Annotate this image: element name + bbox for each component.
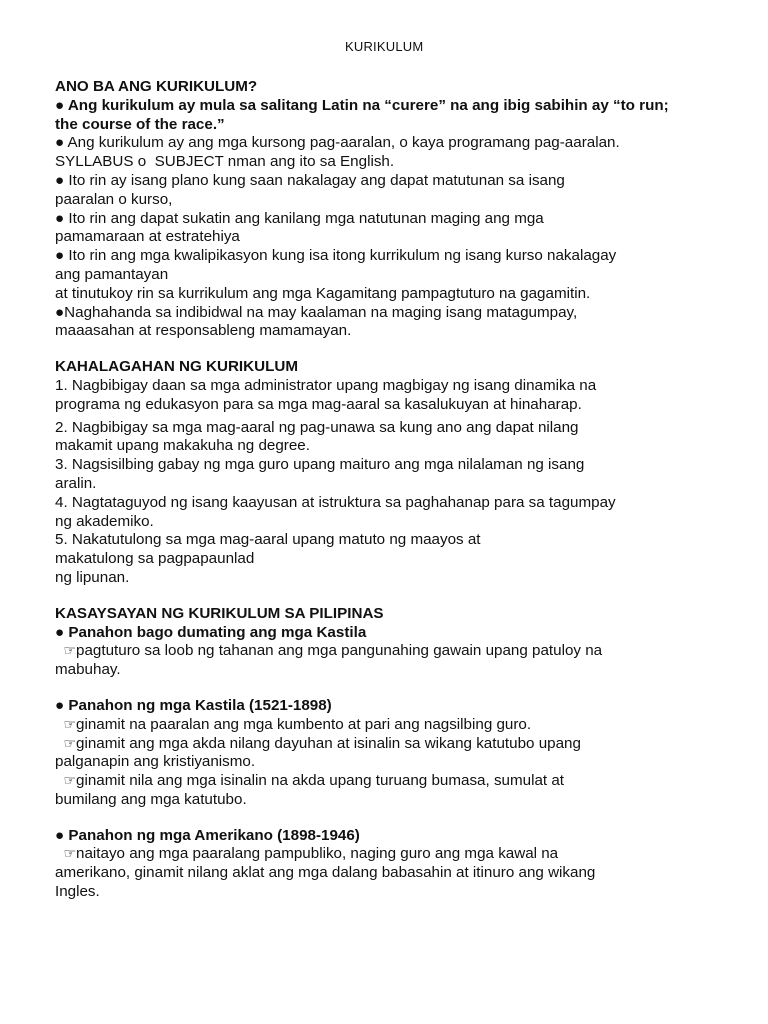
period-title-american: ● Panahon ng mga Amerikano (1898-1946) [55,826,360,844]
history-line: ☞pagtuturo sa loob ng tahanan ang mga pangunahing gawain upang patuloy na [63,642,603,660]
section-heading-ano-ba: ANO BA ANG KURIKULUM? [55,78,258,95]
history-line: mabuhay. [55,661,121,679]
history-line: ☞ginamit na paaralan ang mga kumbento at pari ang nagsilbing guro. [63,715,532,733]
importance-line: ng lipunan. [55,568,130,586]
definition-line: ● Ang kurikulum ay mula sa salitang Latin na “curere” na ang ibig sabihin ay “to run; [55,96,669,114]
period-title-pre-spanish: ● Panahon bago dumating ang mga Kastila [55,623,367,641]
definition-line: ● Ito rin ay isang plano kung saan nakalagay ang dapat matutunan sa isang [55,171,565,189]
history-line: ☞ginamit ang mga akda nilang dayuhan at isinalin sa wikang katutubo upang [63,734,581,752]
definition-line: ● Ito rin ang dapat sukatin ang kanilang mga natutunan maging ang mga [55,209,544,227]
importance-line: makamit upang makakuha ng degree. [55,437,310,455]
pointing-hand-icon: ☞ [63,773,77,790]
history-line: Ingles. [55,883,100,901]
document-title: KURIKULUM [345,39,424,54]
pointing-hand-icon: ☞ [63,735,77,752]
pointing-hand-icon: ☞ [63,846,77,863]
definition-line: ●Naghahanda sa indibidwal na may kaalaman na maging isang matagumpay, [55,303,578,321]
definition-line: ● Ang kurikulum ay ang mga kursong pag-aaralan, o kaya programang pag-aaralan. [55,134,620,152]
section-heading-kasaysayan: KASAYSAYAN NG KURIKULUM SA PILIPINAS [55,604,384,622]
definition-line: maaasahan at responsableng mamamayan. [55,322,352,340]
period-title-spanish: ● Panahon ng mga Kastila (1521-1898) [55,696,332,714]
importance-line: makatulong sa pagpapaunlad [55,550,255,568]
importance-line: programa ng edukasyon para sa mga mag-aaral sa kasalukuyan at hinaharap. [55,395,582,413]
pointing-hand-icon: ☞ [63,716,77,733]
importance-line: aralin. [55,474,97,492]
definition-line: at tinutukoy rin sa kurrikulum ang mga Kagamitang pampagtuturo na gagamitin. [55,284,591,302]
history-line: ☞naitayo ang mga paaralang pampubliko, naging guro ang mga kawal na [63,845,559,863]
definition-line: paaralan o kurso, [55,190,173,208]
importance-line: 4. Nagtataguyod ng isang kaayusan at istruktura sa paghahanap para sa tagumpay [55,493,616,511]
document-body [55,78,715,902]
importance-line: 1. Nagbibigay daan sa mga administrator upang magbigay ng isang dinamika na [55,376,597,394]
section-heading-kahalagahan: KAHALAGAHAN NG KURIKULUM [55,358,298,376]
pointing-hand-icon: ☞ [63,643,77,660]
definition-line: SYLLABUS o SUBJECT nman ang ito sa English. [55,153,395,171]
definition-line: the course of the race.” [55,115,225,133]
history-line: ☞ginamit nila ang mga isinalin na akda upang turuang bumasa, sumulat at [63,772,565,790]
importance-line: 3. Nagsisilbing gabay ng mga guro upang maituro ang mga nilalaman ng isang [55,456,585,474]
history-line: palganapin ang kristiyanismo. [55,753,256,771]
importance-line: 2. Nagbibigay sa mga mag-aaral ng pag-unawa sa kung ano ang dapat nilang [55,418,579,436]
importance-line: 5. Nakatutulong sa mga mag-aaral upang matuto ng maayos at [55,531,481,549]
history-line: amerikano, ginamit nilang aklat ang mga dalang babasahin at itinuro ang wikang [55,864,596,882]
definition-line: pamamaraan at estratehiya [55,228,240,246]
history-line: bumilang ang mga katutubo. [55,790,247,808]
definition-line: ● Ito rin ang mga kwalipikasyon kung isa itong kurrikulum ng isang kurso nakalagay [55,247,617,265]
definition-line: ang pamantayan [55,265,169,283]
importance-line: ng akademiko. [55,512,154,530]
